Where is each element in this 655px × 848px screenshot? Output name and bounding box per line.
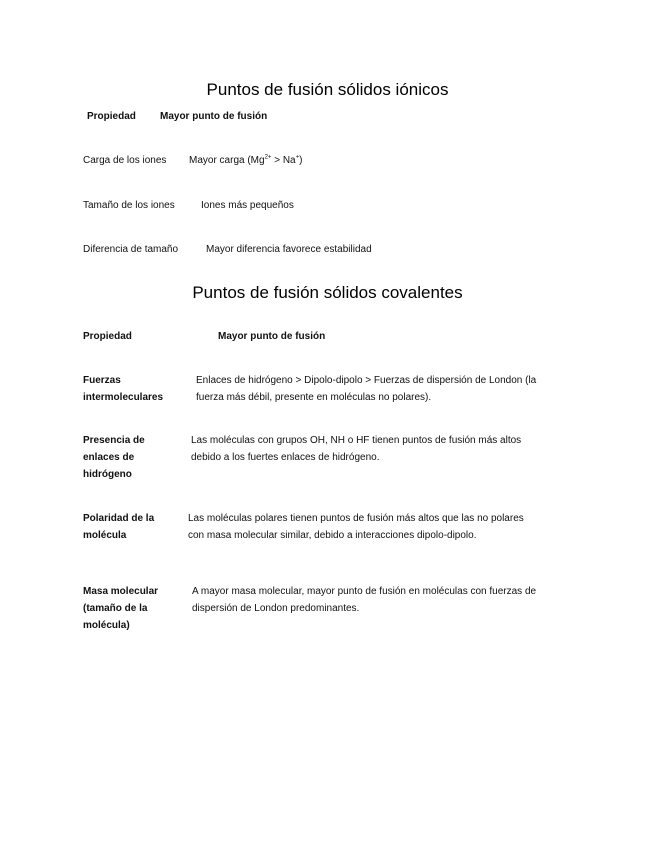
ionic-header-value: Mayor punto de fusión — [160, 111, 268, 122]
ionic-row-value: Mayor carga $(Mg^{2+} > Na^+)$ — [189, 154, 303, 166]
covalent-row-value: Las moléculas con grupos OH, NH o HF tienen puntos de fusión más altos debido a los fuertes enlaces de hidrógeno. — [191, 435, 522, 463]
ionic-title: Puntos de fusión sólidos iónicos — [206, 80, 449, 99]
ionic-row-value: Iones más pequeños — [201, 200, 294, 211]
covalent-row-label: Presencia de enlaces de hidrógeno — [83, 435, 145, 480]
ionic-row-label: Tamaño de los iones — [83, 200, 175, 211]
ionic-row-label: Diferencia de tamaño — [83, 244, 179, 255]
covalent-row-label: Fuerzas intermoleculares — [83, 375, 164, 403]
covalent-row-value: A mayor masa molecular, mayor punto de fusión en moléculas con fuerzas de dispersión de London predominantes. — [192, 586, 537, 614]
covalent-row-value: Enlaces de hidrógeno > Dipolo-dipolo > Fuerzas de dispersión de London (la fuerza más débil, presente en moléculas no polares). — [196, 375, 537, 403]
ionic-header-property: Propiedad — [87, 111, 136, 122]
ionic-row-value: Mayor diferencia favorece estabilidad — [206, 244, 372, 255]
covalent-row-label: Masa molecular (tamaño de la molécula) — [83, 586, 159, 631]
covalent-header-value: Mayor punto de fusión — [218, 331, 326, 342]
ionic-row-label: Carga de los iones — [83, 155, 167, 166]
covalent-row-value: Las moléculas polares tienen puntos de fusión más altos que las no polares con masa molecular similar, debido a interacciones dipolo-dipolo. — [188, 513, 524, 541]
covalent-title: Puntos de fusión sólidos covalentes — [192, 283, 463, 302]
covalent-row-label: Polaridad de la molécula — [83, 513, 155, 541]
covalent-header-property: Propiedad — [83, 331, 132, 342]
